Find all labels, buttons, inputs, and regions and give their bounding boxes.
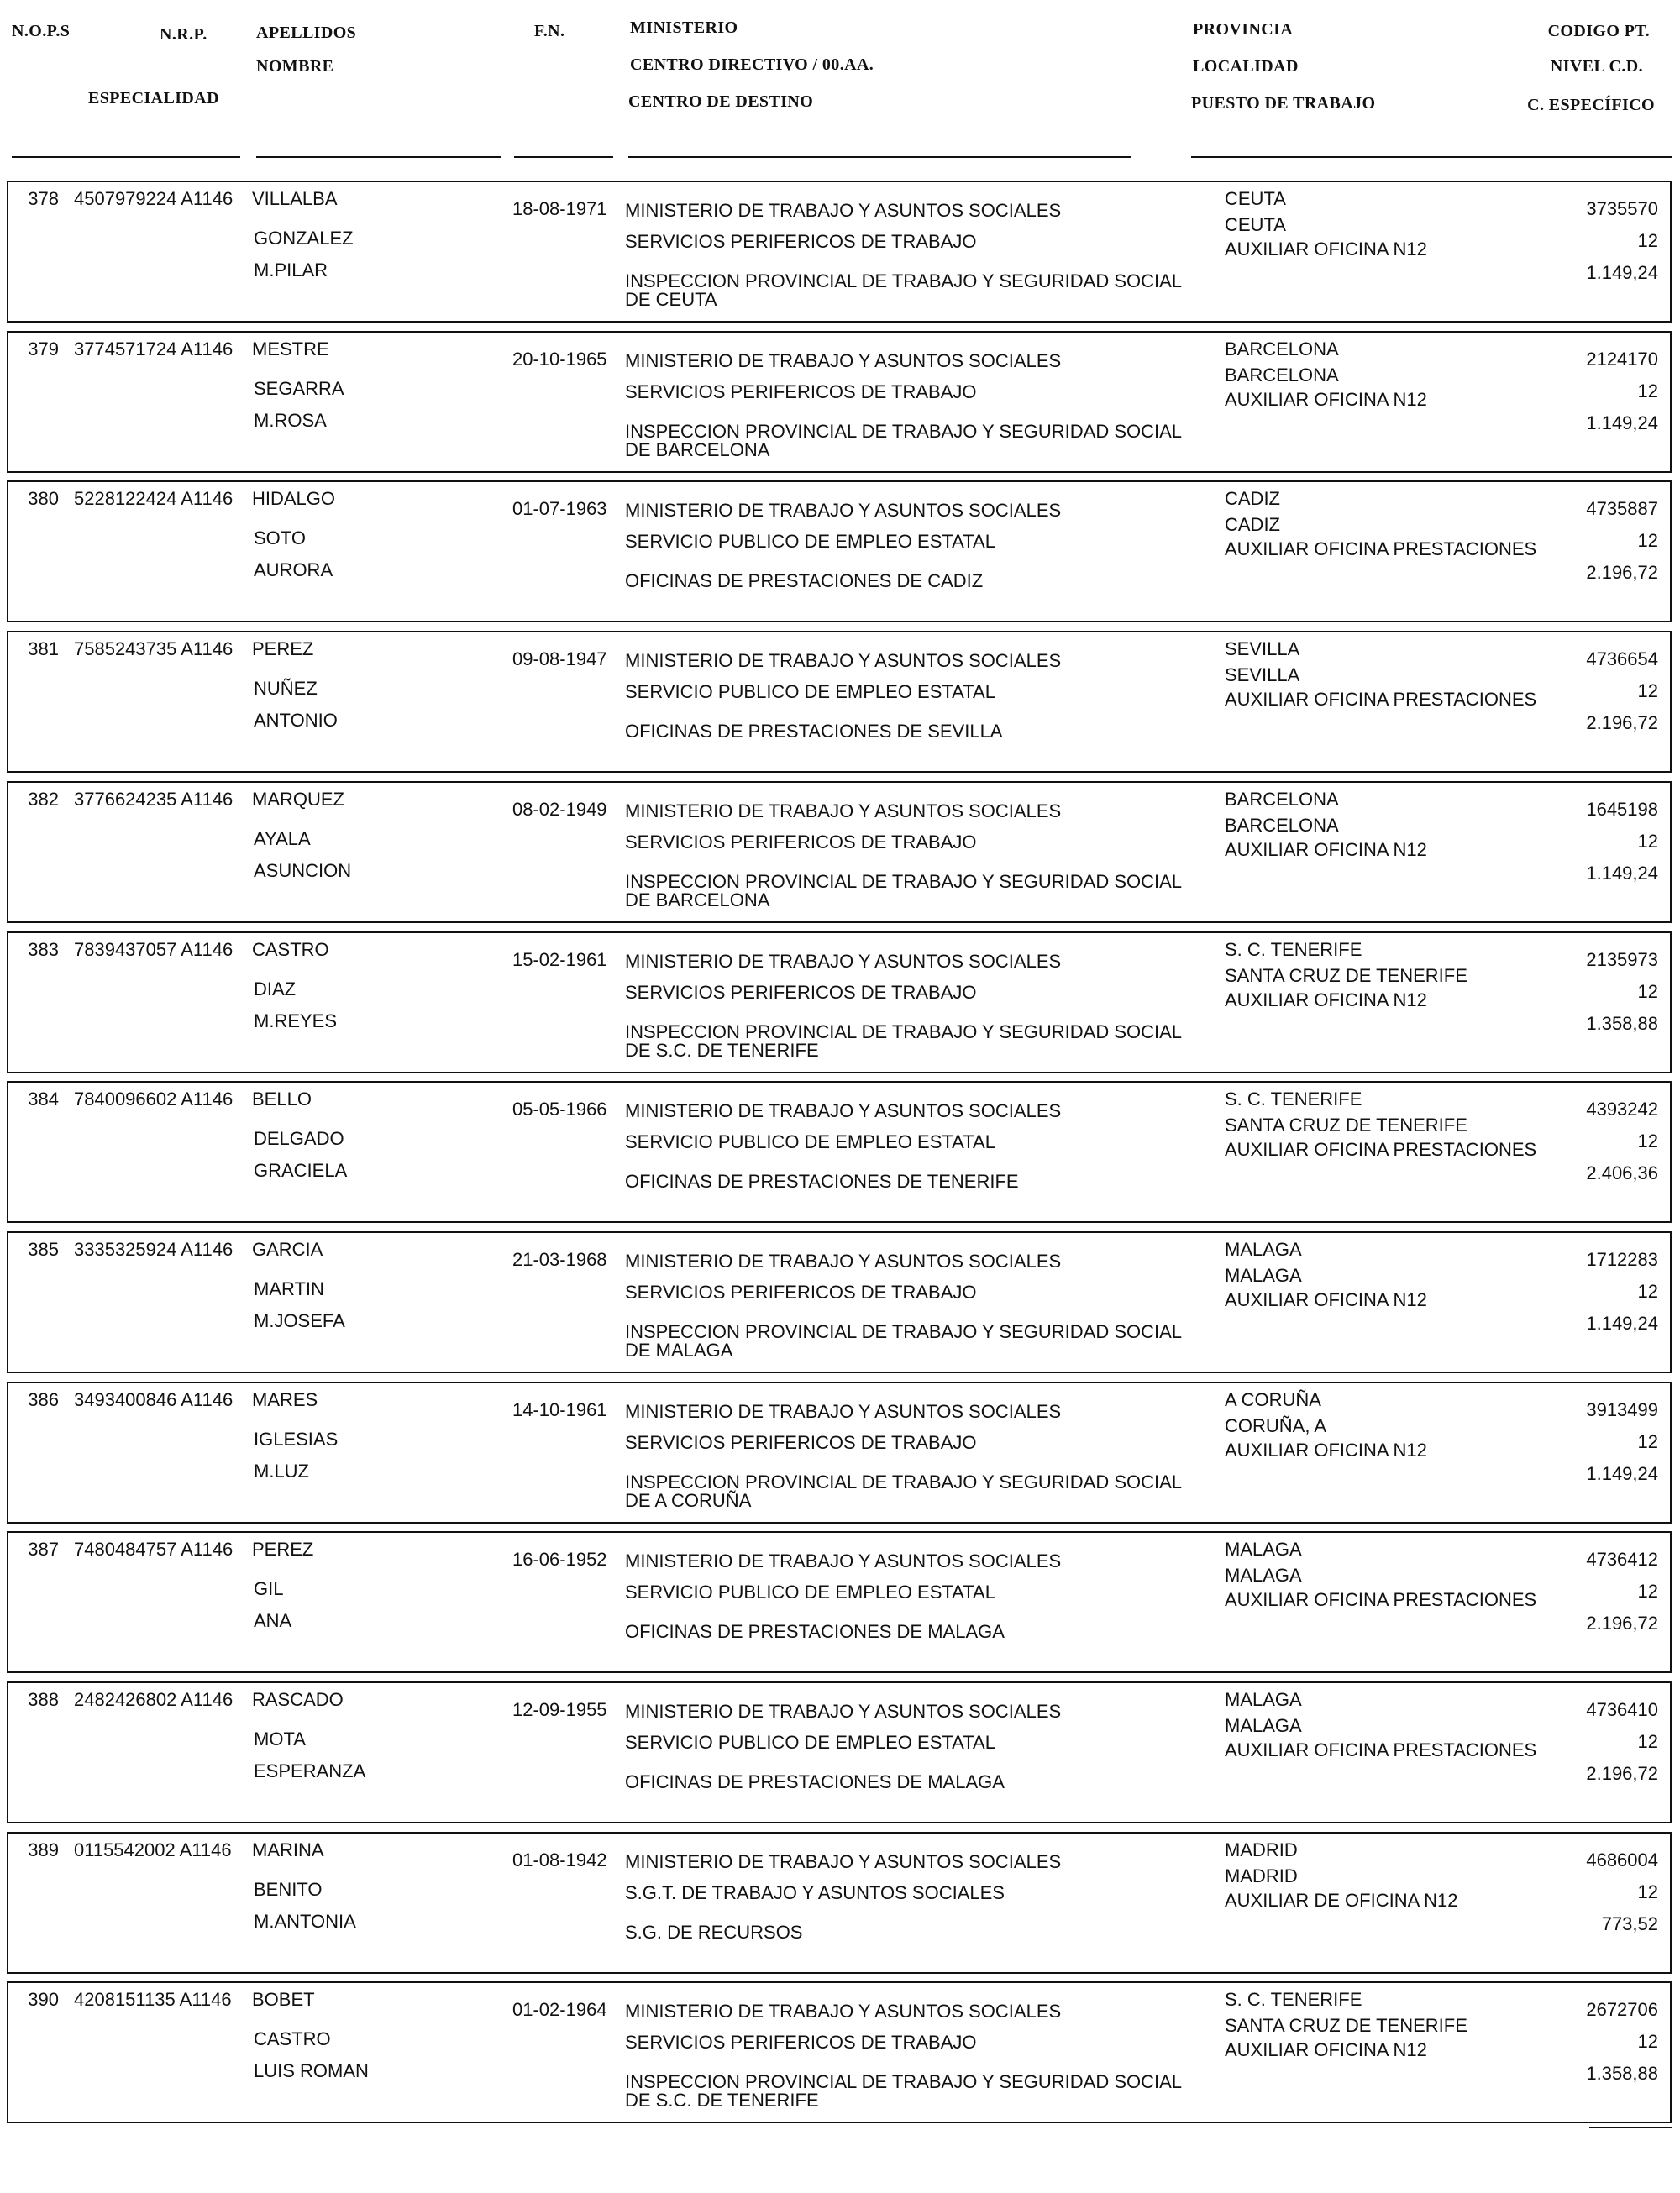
record-apellido-1: PEREZ [252, 1539, 314, 1560]
record-apellido-2: SOTO [254, 527, 306, 548]
header-localidad: LOCALIDAD [1193, 57, 1299, 76]
record-nombre: ANTONIO [254, 710, 338, 731]
record-nrp: 7839437057 A1146 [74, 939, 234, 960]
record-nops: 382 [28, 789, 59, 810]
record-fn: 01-07-1963 [512, 498, 607, 519]
record-provincia: MALAGA [1225, 1689, 1302, 1710]
record-nops: 378 [28, 188, 59, 209]
record-fn: 14-10-1961 [512, 1399, 607, 1420]
header-rule-provincia [1191, 156, 1672, 158]
record-nrp: 4507979224 A1146 [74, 188, 234, 209]
record-codigo: 4736412 [1586, 1549, 1658, 1570]
record-apellido-1: VILLALBA [252, 188, 338, 209]
record-nivel: 12 [1637, 2031, 1658, 2052]
record-row [7, 1832, 1672, 1974]
record-codigo: 2124170 [1586, 349, 1658, 370]
record-centro-directivo: SERVICIOS PERIFERICOS DE TRABAJO [625, 2032, 977, 2053]
record-nombre: M.ROSA [254, 410, 327, 431]
record-nombre: M.REYES [254, 1010, 338, 1031]
record-nivel: 12 [1637, 680, 1658, 701]
record-nivel: 12 [1637, 981, 1658, 1002]
record-nombre: LUIS ROMAN [254, 2060, 369, 2081]
record-apellido-1: MARINA [252, 1839, 324, 1860]
record-especifico: 2.196,72 [1586, 1763, 1658, 1784]
record-codigo: 4736654 [1586, 648, 1658, 669]
record-especifico: 2.196,72 [1586, 712, 1658, 733]
record-nops: 390 [28, 1989, 59, 2010]
record-row [7, 1981, 1672, 2123]
record-provincia: BARCELONA [1225, 789, 1339, 810]
record-centro-destino: OFICINAS DE PRESTACIONES DE MALAGA [625, 1621, 1005, 1642]
record-nops: 387 [28, 1539, 59, 1560]
record-codigo: 3735570 [1586, 198, 1658, 219]
record-localidad: MALAGA [1225, 1265, 1302, 1286]
record-row [7, 1231, 1672, 1373]
record-centro-destino: INSPECCION PROVINCIAL DE TRABAJO Y SEGURIDAD SOCIAL [625, 1472, 1183, 1493]
record-fn: 21-03-1968 [512, 1249, 607, 1270]
record-nivel: 12 [1637, 831, 1658, 852]
record-row [7, 631, 1672, 773]
record-centro-destino-2: DE CEUTA [625, 289, 717, 310]
header-ministerio: MINISTERIO [630, 18, 738, 37]
record-nrp: 0115542002 A1146 [74, 1839, 232, 1860]
record-apellido-1: MARQUEZ [252, 789, 344, 810]
record-apellido-1: CASTRO [252, 939, 329, 960]
record-apellido-2: AYALA [254, 828, 311, 849]
record-especifico: 1.149,24 [1586, 262, 1658, 283]
record-apellido-2: DIAZ [254, 978, 297, 999]
record-apellido-1: MESTRE [252, 338, 329, 359]
record-localidad: SEVILLA [1225, 664, 1300, 685]
record-ministerio: MINISTERIO DE TRABAJO Y ASUNTOS SOCIALES [625, 800, 1062, 821]
record-nops: 389 [28, 1839, 59, 1860]
record-nops: 385 [28, 1239, 59, 1260]
record-row [7, 1531, 1672, 1673]
record-localidad: MALAGA [1225, 1565, 1302, 1586]
record-puesto: AUXILIAR OFICINA PRESTACIONES [1225, 1139, 1537, 1160]
record-puesto: AUXILIAR OFICINA PRESTACIONES [1225, 538, 1537, 559]
record-apellido-1: RASCADO [252, 1689, 344, 1710]
record-nrp: 3335325924 A1146 [74, 1239, 234, 1260]
record-apellido-1: PEREZ [252, 638, 314, 659]
record-nops: 386 [28, 1389, 59, 1410]
record-nombre: AURORA [254, 559, 333, 580]
record-localidad: CORUÑA, A [1225, 1415, 1327, 1436]
record-ministerio: MINISTERIO DE TRABAJO Y ASUNTOS SOCIALES [625, 1401, 1062, 1422]
record-ministerio: MINISTERIO DE TRABAJO Y ASUNTOS SOCIALES [625, 1701, 1062, 1722]
record-localidad: SANTA CRUZ DE TENERIFE [1225, 2015, 1467, 2036]
record-centro-directivo: SERVICIOS PERIFERICOS DE TRABAJO [625, 982, 977, 1003]
record-especifico: 1.149,24 [1586, 863, 1658, 884]
record-centro-directivo: SERVICIOS PERIFERICOS DE TRABAJO [625, 381, 977, 402]
record-centro-directivo: SERVICIO PUBLICO DE EMPLEO ESTATAL [625, 531, 995, 552]
header-nombre: NOMBRE [256, 57, 334, 76]
record-centro-directivo: SERVICIOS PERIFERICOS DE TRABAJO [625, 231, 977, 252]
record-puesto: AUXILIAR OFICINA N12 [1225, 239, 1427, 260]
record-nivel: 12 [1637, 1581, 1658, 1602]
record-ministerio: MINISTERIO DE TRABAJO Y ASUNTOS SOCIALES [625, 1251, 1062, 1272]
record-puesto: AUXILIAR OFICINA PRESTACIONES [1225, 1739, 1537, 1760]
record-ministerio: MINISTERIO DE TRABAJO Y ASUNTOS SOCIALES [625, 650, 1062, 671]
record-apellido-1: HIDALGO [252, 488, 336, 509]
record-localidad: CADIZ [1225, 514, 1280, 535]
header-nops: N.O.P.S [12, 22, 71, 40]
record-provincia: BARCELONA [1225, 338, 1339, 359]
record-centro-destino: INSPECCION PROVINCIAL DE TRABAJO Y SEGURIDAD SOCIAL [625, 1021, 1183, 1042]
record-nombre: M.PILAR [254, 260, 328, 281]
record-nivel: 12 [1637, 1431, 1658, 1452]
record-centro-destino-2: DE A CORUÑA [625, 1490, 752, 1511]
record-nombre: M.ANTONIA [254, 1911, 356, 1932]
header-especifico: C. ESPECÍFICO [1527, 96, 1655, 114]
record-provincia: CEUTA [1225, 188, 1286, 209]
record-ministerio: MINISTERIO DE TRABAJO Y ASUNTOS SOCIALES [625, 350, 1062, 371]
record-especifico: 1.358,88 [1586, 2063, 1658, 2084]
record-provincia: S. C. TENERIFE [1225, 939, 1362, 960]
header-rule-ministerio [628, 156, 1131, 158]
record-fn: 05-05-1966 [512, 1099, 607, 1120]
record-nops: 384 [28, 1089, 59, 1110]
record-ministerio: MINISTERIO DE TRABAJO Y ASUNTOS SOCIALES [625, 1550, 1062, 1571]
record-provincia: MALAGA [1225, 1239, 1302, 1260]
record-nops: 383 [28, 939, 59, 960]
record-nrp: 5228122424 A1146 [74, 488, 234, 509]
record-nops: 380 [28, 488, 59, 509]
record-centro-destino-2: DE MALAGA [625, 1340, 733, 1361]
record-apellido-1: BELLO [252, 1089, 312, 1110]
record-ministerio: MINISTERIO DE TRABAJO Y ASUNTOS SOCIALES [625, 200, 1062, 221]
record-nivel: 12 [1637, 1731, 1658, 1752]
record-especifico: 2.196,72 [1586, 562, 1658, 583]
record-provincia: MADRID [1225, 1839, 1298, 1860]
record-puesto: AUXILIAR OFICINA N12 [1225, 989, 1427, 1010]
record-centro-destino: OFICINAS DE PRESTACIONES DE TENERIFE [625, 1171, 1019, 1192]
record-centro-directivo: SERVICIO PUBLICO DE EMPLEO ESTATAL [625, 681, 995, 702]
record-ministerio: MINISTERIO DE TRABAJO Y ASUNTOS SOCIALES [625, 500, 1062, 521]
footer-rule [1589, 2127, 1672, 2128]
record-especifico: 1.358,88 [1586, 1013, 1658, 1034]
record-row [7, 181, 1672, 323]
record-codigo: 3913499 [1586, 1399, 1658, 1420]
record-provincia: A CORUÑA [1225, 1389, 1321, 1410]
record-nrp: 7840096602 A1146 [74, 1089, 234, 1110]
record-codigo: 1645198 [1586, 799, 1658, 820]
record-localidad: CEUTA [1225, 214, 1286, 235]
record-codigo: 4686004 [1586, 1849, 1658, 1870]
record-row [7, 480, 1672, 622]
record-fn: 20-10-1965 [512, 349, 607, 370]
record-nivel: 12 [1637, 530, 1658, 551]
record-row [7, 1081, 1672, 1223]
header-provincia: PROVINCIA [1193, 20, 1294, 39]
record-puesto: AUXILIAR OFICINA N12 [1225, 1289, 1427, 1310]
record-puesto: AUXILIAR OFICINA N12 [1225, 389, 1427, 410]
header-centro-destino: CENTRO DE DESTINO [628, 92, 814, 111]
header-nivel: NIVEL C.D. [1550, 57, 1643, 76]
record-apellido-1: BOBET [252, 1989, 315, 2010]
record-ministerio: MINISTERIO DE TRABAJO Y ASUNTOS SOCIALES [625, 2001, 1062, 2022]
record-centro-destino: OFICINAS DE PRESTACIONES DE SEVILLA [625, 721, 1003, 742]
record-localidad: BARCELONA [1225, 365, 1339, 386]
record-row [7, 1681, 1672, 1823]
header-rule-nops [12, 156, 240, 158]
header-rule-apellidos [256, 156, 501, 158]
record-row [7, 331, 1672, 473]
record-nrp: 3776624235 A1146 [74, 789, 234, 810]
record-nombre: ESPERANZA [254, 1760, 366, 1781]
header-codigo: CODIGO PT. [1547, 22, 1650, 40]
record-centro-destino: OFICINAS DE PRESTACIONES DE MALAGA [625, 1771, 1005, 1792]
record-codigo: 4393242 [1586, 1099, 1658, 1120]
record-row [7, 1382, 1672, 1524]
record-localidad: MADRID [1225, 1865, 1298, 1886]
record-localidad: SANTA CRUZ DE TENERIFE [1225, 1115, 1467, 1136]
record-localidad: SANTA CRUZ DE TENERIFE [1225, 965, 1467, 986]
record-nrp: 7585243735 A1146 [74, 638, 234, 659]
record-codigo: 2672706 [1586, 1999, 1658, 2020]
record-apellido-2: MARTIN [254, 1278, 324, 1299]
record-apellido-2: CASTRO [254, 2028, 331, 2049]
record-apellido-2: GIL [254, 1578, 284, 1599]
record-fn: 16-06-1952 [512, 1549, 607, 1570]
record-centro-destino: OFICINAS DE PRESTACIONES DE CADIZ [625, 570, 984, 591]
record-apellido-2: IGLESIAS [254, 1429, 339, 1450]
record-apellido-1: GARCIA [252, 1239, 323, 1260]
record-centro-destino: INSPECCION PROVINCIAL DE TRABAJO Y SEGURIDAD SOCIAL [625, 2071, 1183, 2092]
record-especifico: 1.149,24 [1586, 1313, 1658, 1334]
header-nrp: N.R.P. [160, 25, 207, 44]
record-nombre: M.LUZ [254, 1461, 309, 1482]
record-puesto: AUXILIAR OFICINA PRESTACIONES [1225, 1589, 1537, 1610]
record-fn: 15-02-1961 [512, 949, 607, 970]
record-centro-destino: INSPECCION PROVINCIAL DE TRABAJO Y SEGURIDAD SOCIAL [625, 871, 1183, 892]
record-fn: 01-02-1964 [512, 1999, 607, 2020]
record-nops: 379 [28, 338, 59, 359]
record-nombre: GRACIELA [254, 1160, 348, 1181]
record-nivel: 12 [1637, 1131, 1658, 1152]
record-centro-destino-2: DE BARCELONA [625, 439, 770, 460]
record-nrp: 3493400846 A1146 [74, 1389, 234, 1410]
record-codigo: 2135973 [1586, 949, 1658, 970]
record-centro-directivo: SERVICIOS PERIFERICOS DE TRABAJO [625, 832, 977, 853]
record-nombre: ASUNCION [254, 860, 352, 881]
record-codigo: 4735887 [1586, 498, 1658, 519]
record-provincia: MALAGA [1225, 1539, 1302, 1560]
record-apellido-2: SEGARRA [254, 378, 344, 399]
record-puesto: AUXILIAR OFICINA PRESTACIONES [1225, 689, 1537, 710]
record-nrp: 7480484757 A1146 [74, 1539, 234, 1560]
record-especifico: 2.196,72 [1586, 1613, 1658, 1634]
header-puesto: PUESTO DE TRABAJO [1191, 94, 1376, 113]
header-especialidad: ESPECIALIDAD [88, 89, 219, 108]
header-apellidos: APELLIDOS [256, 24, 357, 42]
record-nivel: 12 [1637, 230, 1658, 251]
header-fn: F.N. [534, 22, 565, 40]
record-centro-destino: S.G. DE RECURSOS [625, 1922, 803, 1943]
record-ministerio: MINISTERIO DE TRABAJO Y ASUNTOS SOCIALES [625, 1100, 1062, 1121]
record-centro-destino: INSPECCION PROVINCIAL DE TRABAJO Y SEGURIDAD SOCIAL [625, 421, 1183, 442]
record-centro-destino: INSPECCION PROVINCIAL DE TRABAJO Y SEGURIDAD SOCIAL [625, 270, 1183, 291]
record-puesto: AUXILIAR OFICINA N12 [1225, 1440, 1427, 1461]
record-apellido-2: MOTA [254, 1729, 306, 1750]
record-centro-directivo: SERVICIOS PERIFERICOS DE TRABAJO [625, 1282, 977, 1303]
record-localidad: MALAGA [1225, 1715, 1302, 1736]
record-especifico: 2.406,36 [1586, 1162, 1658, 1183]
record-ministerio: MINISTERIO DE TRABAJO Y ASUNTOS SOCIALES [625, 951, 1062, 972]
header-rule-fn [514, 156, 613, 158]
record-nrp: 2482426802 A1146 [74, 1689, 234, 1710]
record-especifico: 773,52 [1601, 1913, 1658, 1934]
record-especifico: 1.149,24 [1586, 412, 1658, 433]
record-centro-destino-2: DE S.C. DE TENERIFE [625, 1040, 819, 1061]
header-centro-directivo: CENTRO DIRECTIVO / 00.AA. [630, 55, 874, 74]
record-nops: 388 [28, 1689, 59, 1710]
record-fn: 18-08-1971 [512, 198, 607, 219]
record-especifico: 1.149,24 [1586, 1463, 1658, 1484]
record-centro-directivo: SERVICIOS PERIFERICOS DE TRABAJO [625, 1432, 977, 1453]
record-fn: 12-09-1955 [512, 1699, 607, 1720]
record-puesto: AUXILIAR OFICINA N12 [1225, 839, 1427, 860]
record-nivel: 12 [1637, 1281, 1658, 1302]
record-nombre: M.JOSEFA [254, 1310, 345, 1331]
record-row [7, 781, 1672, 923]
record-apellido-2: GONZALEZ [254, 228, 354, 249]
record-centro-directivo: SERVICIO PUBLICO DE EMPLEO ESTATAL [625, 1732, 995, 1753]
record-fn: 08-02-1949 [512, 799, 607, 820]
record-fn: 01-08-1942 [512, 1849, 607, 1870]
record-puesto: AUXILIAR OFICINA N12 [1225, 2039, 1427, 2060]
record-nrp: 4208151135 A1146 [74, 1989, 232, 2010]
record-centro-directivo: S.G.T. DE TRABAJO Y ASUNTOS SOCIALES [625, 1882, 1005, 1903]
record-apellido-1: MARES [252, 1389, 318, 1410]
record-provincia: SEVILLA [1225, 638, 1300, 659]
record-provincia: CADIZ [1225, 488, 1280, 509]
record-fn: 09-08-1947 [512, 648, 607, 669]
record-centro-directivo: SERVICIO PUBLICO DE EMPLEO ESTATAL [625, 1131, 995, 1152]
record-centro-destino-2: DE BARCELONA [625, 889, 770, 910]
record-centro-directivo: SERVICIO PUBLICO DE EMPLEO ESTATAL [625, 1582, 995, 1603]
record-codigo: 1712283 [1586, 1249, 1658, 1270]
record-provincia: S. C. TENERIFE [1225, 1989, 1362, 2010]
record-nivel: 12 [1637, 1881, 1658, 1902]
record-apellido-2: DELGADO [254, 1128, 344, 1149]
record-row [7, 931, 1672, 1073]
record-nombre: ANA [254, 1610, 292, 1631]
record-apellido-2: BENITO [254, 1879, 323, 1900]
record-provincia: S. C. TENERIFE [1225, 1089, 1362, 1110]
record-centro-destino-2: DE S.C. DE TENERIFE [625, 2090, 819, 2111]
record-codigo: 4736410 [1586, 1699, 1658, 1720]
record-ministerio: MINISTERIO DE TRABAJO Y ASUNTOS SOCIALES [625, 1851, 1062, 1872]
record-localidad: BARCELONA [1225, 815, 1339, 836]
record-centro-destino: INSPECCION PROVINCIAL DE TRABAJO Y SEGURIDAD SOCIAL [625, 1321, 1183, 1342]
record-apellido-2: NUÑEZ [254, 678, 318, 699]
record-nops: 381 [28, 638, 59, 659]
record-puesto: AUXILIAR DE OFICINA N12 [1225, 1890, 1458, 1911]
record-nrp: 3774571724 A1146 [74, 338, 234, 359]
record-nivel: 12 [1637, 380, 1658, 401]
